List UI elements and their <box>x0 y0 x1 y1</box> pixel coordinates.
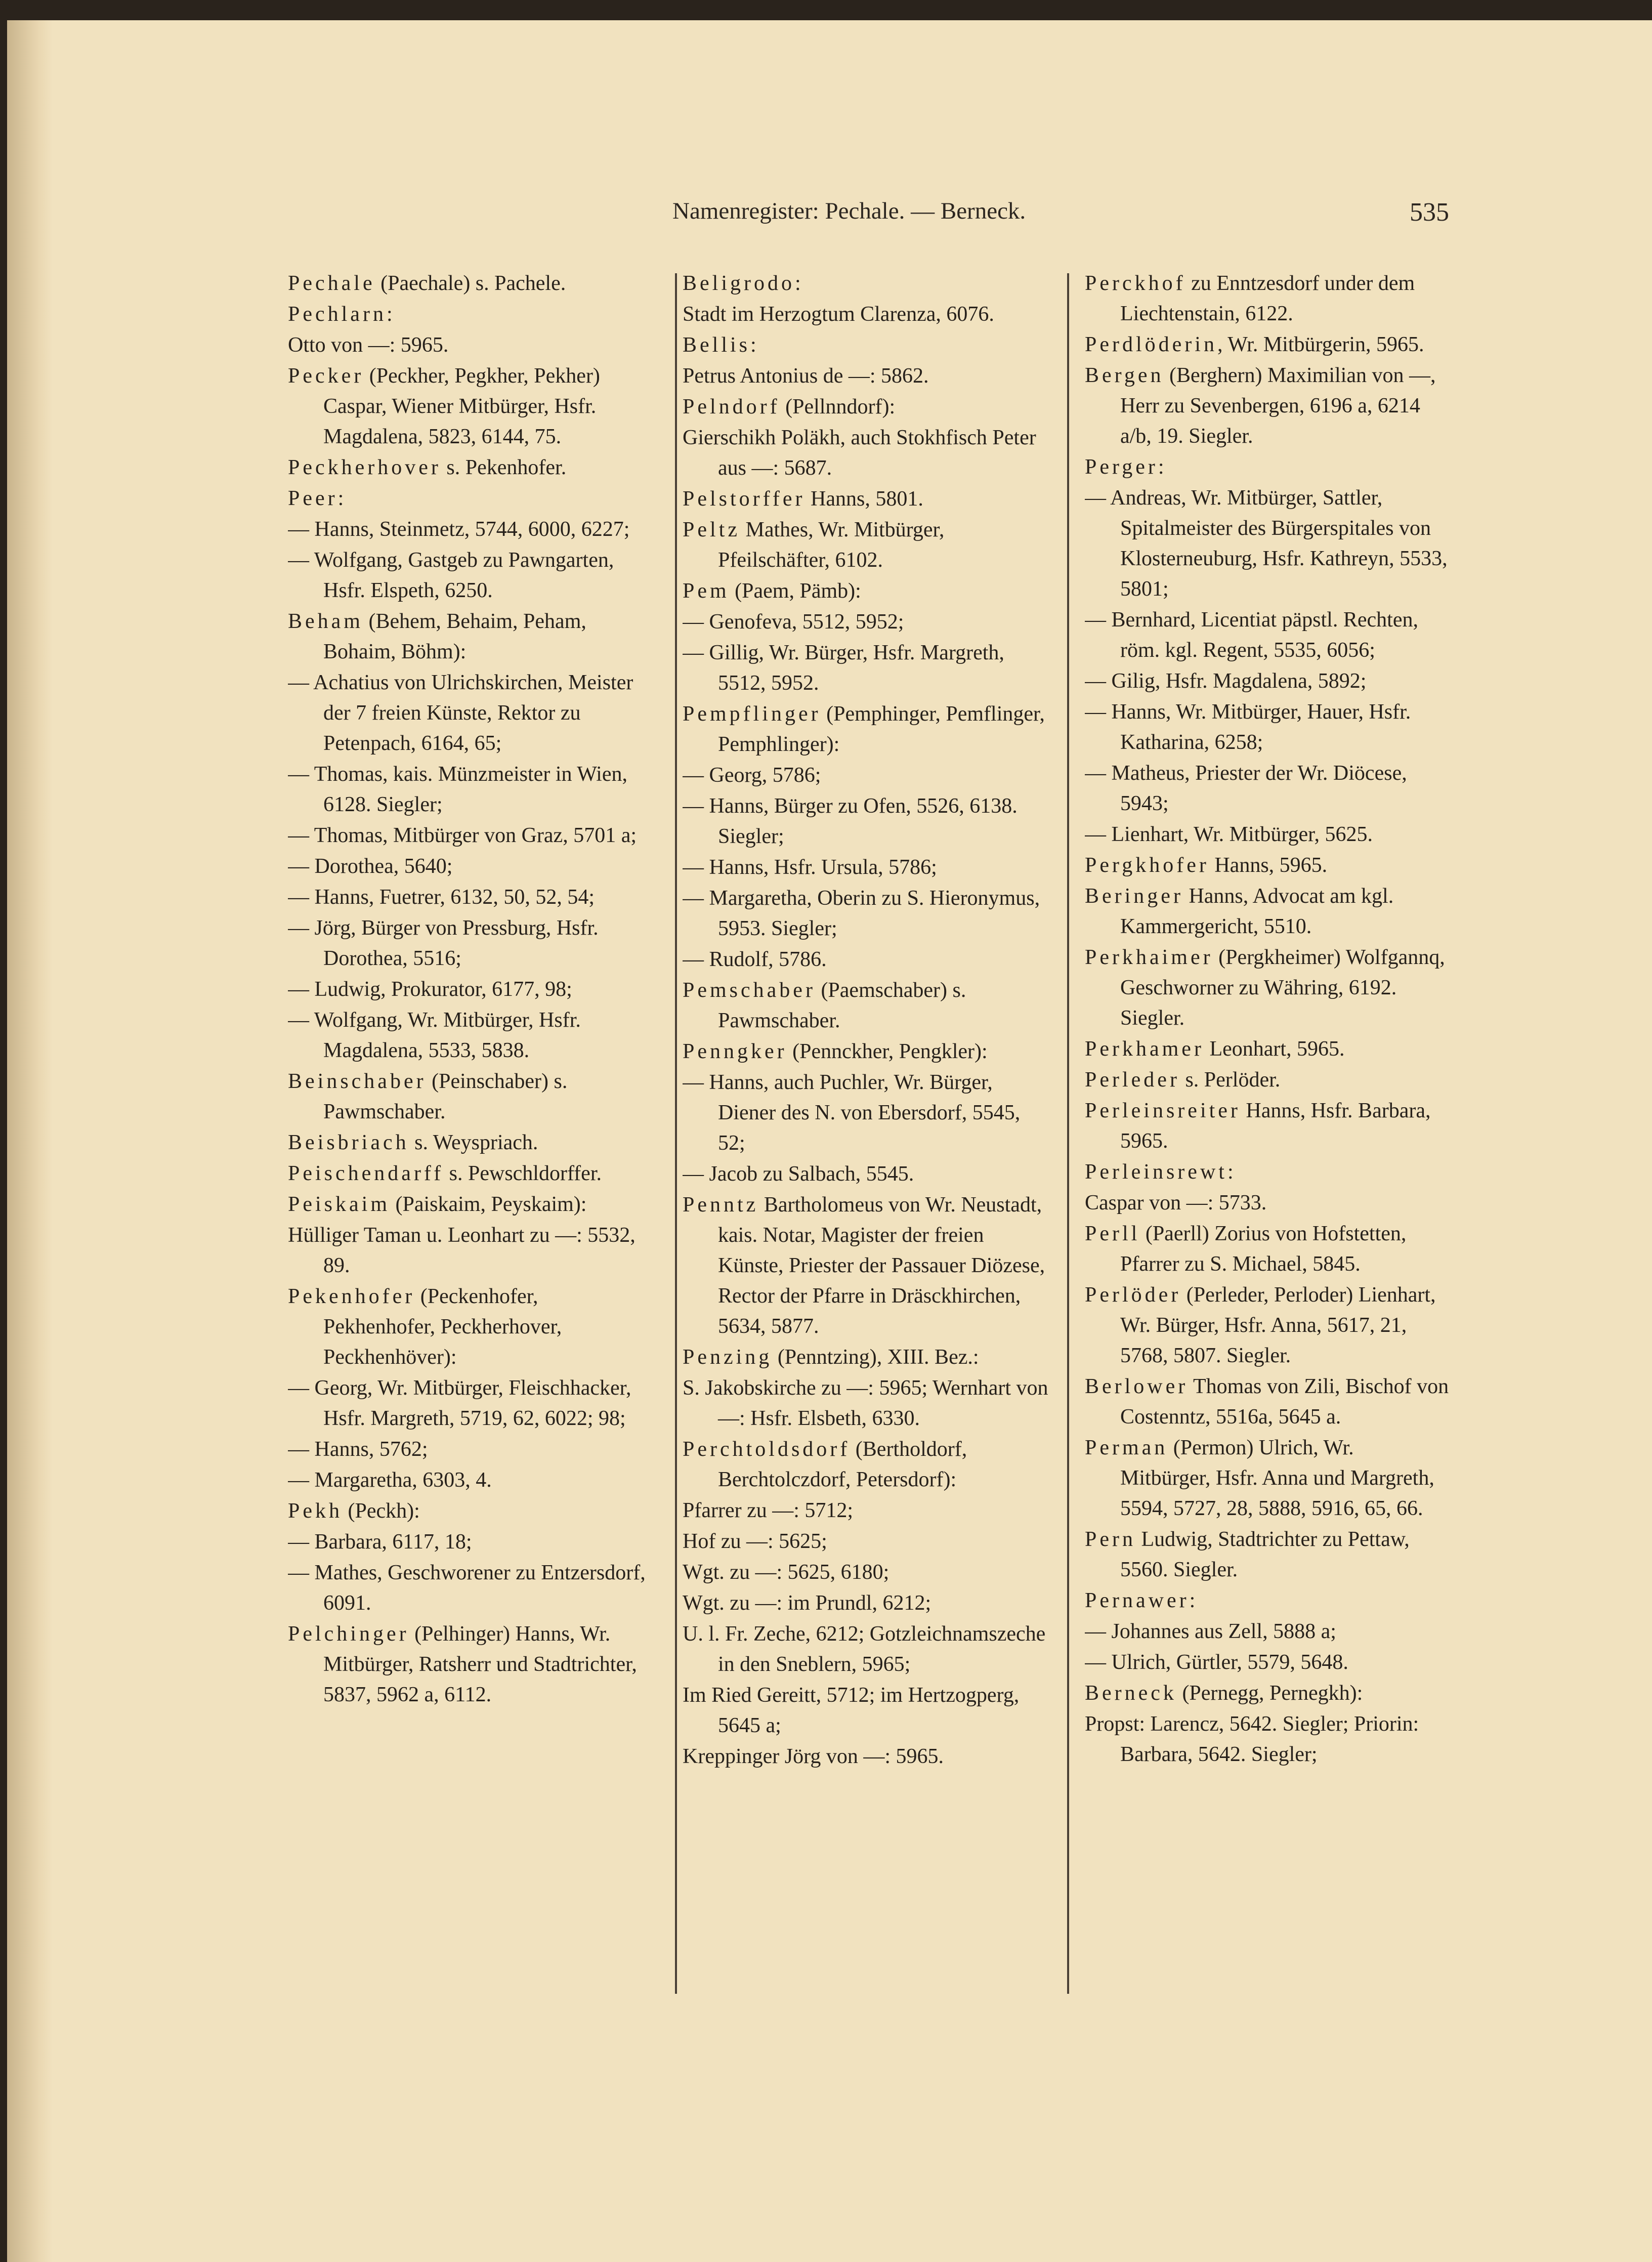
index-entry <box>683 392 1049 422</box>
index-subentry <box>683 1067 1049 1158</box>
entry-text: Petrus Antonius de —: 5862. <box>683 364 929 388</box>
index-entry <box>288 606 652 667</box>
index-entry <box>288 483 652 514</box>
entry-text: Hanns, Hsfr. Barbara, 5965. <box>1120 1099 1431 1153</box>
entry-text: Hanns, 5801. <box>805 487 923 511</box>
entry-text: (Behem, Behaim, Peham, Bohaim, Böhm): <box>323 610 586 663</box>
entry-headword: Perkhamer <box>1085 1037 1204 1061</box>
index-entry <box>683 1036 1049 1067</box>
entry-headword: Beham <box>288 610 363 633</box>
index-column-3 <box>1085 268 1449 2014</box>
index-subentry <box>288 1005 652 1066</box>
entry-text: Stadt im Herzogtum Clarenza, 6076. <box>683 303 994 326</box>
entry-text: — Genofeva, 5512, 5952; <box>683 610 904 634</box>
index-subentry <box>1085 666 1449 696</box>
entry-text: — Wolfgang, Wr. Mitbürger, Hsfr. Magdalena, 5533, 5838. <box>288 1009 581 1062</box>
entry-text: — Ludwig, Prokurator, 6177, 98; <box>288 978 572 1001</box>
entry-text: (Berghern) Maximilian von —, Herr zu Sevenbergen, 6196 a, 6214 a/b, 19. Siegler. <box>1120 364 1436 448</box>
entry-text: — Hanns, auch Puchler, Wr. Bürger, Diener des N. von Ebersdorf, 5545, 52; <box>683 1071 1021 1155</box>
running-head: Namenregister: Pechale. — Berneck. <box>672 198 1026 224</box>
index-subentry <box>288 1465 652 1495</box>
index-entry <box>1085 1524 1449 1585</box>
index-entry <box>683 515 1049 575</box>
entry-headword: Berneck <box>1085 1682 1177 1705</box>
entry-text: — Hanns, Wr. Mitbürger, Hauer, Hsfr. Katharina, 6258; <box>1085 700 1411 754</box>
entry-text: Ludwig, Stadtrichter zu Pettaw, 5560. Siegler. <box>1120 1528 1410 1581</box>
entry-text: (Permon) Ulrich, Wr. Mitbürger, Hsfr. Anna und Margreth, 5594, 5727, 28, 5888, 5916, 65, 66. <box>1120 1436 1434 1520</box>
index-subentry <box>683 1557 1049 1587</box>
index-entry <box>1085 881 1449 942</box>
column-divider-2 <box>1067 273 1069 1994</box>
index-entry <box>683 1434 1049 1495</box>
entry-headword: Perdlöderin <box>1085 333 1217 356</box>
index-entry <box>683 1342 1049 1372</box>
entry-text: — Georg, Wr. Mitbürger, Fleischhacker, Hsfr. Margreth, 5719, 62, 6022; 98; <box>288 1376 631 1430</box>
index-entry <box>1085 1433 1449 1524</box>
index-subentry <box>1085 1188 1449 1218</box>
index-subentry <box>288 667 652 759</box>
entry-headword: Bellis <box>683 333 751 357</box>
index-subentry <box>288 759 652 820</box>
index-column-1 <box>288 268 652 2014</box>
entry-text: — Margaretha, Oberin zu S. Hieronymus, 5953. Siegler; <box>683 887 1040 940</box>
entry-text: : <box>1158 455 1164 479</box>
index-entry <box>683 330 1049 360</box>
index-subentry <box>288 1373 652 1434</box>
entry-text: Propst: Larencz, 5642. Siegler; Priorin: Barbara, 5642. Siegler; <box>1085 1712 1419 1766</box>
entry-text: Wgt. zu —: im Prundl, 6212; <box>683 1591 931 1615</box>
entry-text: s. Weyspriach. <box>409 1131 538 1154</box>
entry-headword: Perckhof <box>1085 272 1186 295</box>
index-subentry <box>288 882 652 912</box>
entry-text: — Gillig, Wr. Bürger, Hsfr. Margreth, 5512, 5952. <box>683 641 1004 695</box>
entry-text: (Bertholdorf, Berchtolczdorf, Petersdorf): <box>718 1438 967 1491</box>
index-subentry <box>1085 819 1449 850</box>
index-subentry <box>288 974 652 1004</box>
entry-text: s. Perlöder. <box>1179 1068 1281 1092</box>
entry-text: (Peckh): <box>343 1499 420 1523</box>
index-entry <box>1085 268 1449 329</box>
page-header <box>672 182 1449 243</box>
entry-text: Wgt. zu —: 5625, 6180; <box>683 1561 889 1584</box>
entry-text: Hof zu —: 5625; <box>683 1530 827 1553</box>
entry-text: (Peckenhofer, Pekhenhofer, Peckherhover, Peckhenhöver): <box>323 1285 562 1369</box>
entry-text: Gierschikh Poläkh, auch Stokhfisch Peter aus —: 5687. <box>683 426 1036 480</box>
index-entry <box>1085 1219 1449 1279</box>
entry-text: : <box>794 272 801 295</box>
entry-headword: Pern <box>1085 1528 1136 1551</box>
entry-text: (Pelhinger) Hanns, Wr. Mitbürger, Ratsherr und Stadtrichter, 5837, 5962 a, 6112. <box>323 1622 637 1706</box>
index-subentry <box>288 1220 652 1281</box>
index-entry <box>288 1496 652 1526</box>
entry-headword: Peiskaim <box>288 1193 390 1216</box>
entry-text: — Bernhard, Licentiat päpstl. Rechten, röm. kgl. Regent, 5535, 6056; <box>1085 608 1418 662</box>
entry-text: Mathes, Wr. Mitbürger, Pfeilschäfter, 6102. <box>718 518 945 572</box>
entry-headword: Penntz <box>683 1193 759 1217</box>
entry-text: Otto von —: 5965. <box>288 333 449 357</box>
entry-text: — Georg, 5786; <box>683 764 821 787</box>
page-gutter <box>7 20 53 2262</box>
entry-text: S. Jakobskirche zu —: 5965; Wernhart von —: Hsfr. Elsbeth, 6330. <box>683 1376 1048 1430</box>
entry-text: (Pernegg, Pernegkh): <box>1176 1682 1363 1705</box>
entry-headword: Pechlarn <box>288 303 387 326</box>
entry-text: — Thomas, kais. Münzmeister in Wien, 6128. Siegler; <box>288 763 627 816</box>
entry-headword: Peckherhover <box>288 456 441 479</box>
entry-headword: Penngker <box>683 1040 787 1063</box>
index-entry <box>1085 1034 1449 1064</box>
entry-text: — Hanns, 5762; <box>288 1438 428 1461</box>
entry-headword: Pelstorffer <box>683 487 806 511</box>
index-subentry <box>683 1741 1049 1772</box>
index-entry <box>1085 1678 1449 1708</box>
entry-text: (Peckher, Pegkher, Pekher) Caspar, Wiener Mitbürger, Hsfr. Magdalena, 5823, 6144, 75. <box>323 364 600 448</box>
entry-text: — Jacob zu Salbach, 5545. <box>683 1162 914 1186</box>
entry-text: Hanns, Advocat am kgl. Kammergericht, 5510. <box>1120 885 1394 938</box>
index-subentry <box>683 1495 1049 1526</box>
index-entry <box>1085 360 1449 451</box>
entry-text: s. Pekenhofer. <box>441 456 567 479</box>
index-entry <box>288 299 652 329</box>
index-subentry <box>683 299 1049 329</box>
entry-text: Hanns, 5965. <box>1209 854 1328 877</box>
entry-text: (Peinschaber) s. Pawmschaber. <box>323 1070 568 1123</box>
index-entry <box>1085 1065 1449 1095</box>
index-entry <box>683 268 1049 299</box>
entry-headword: Beinschaber <box>288 1070 427 1093</box>
entry-text: Bartholomeus von Wr. Neustadt, kais. Notar, Magister der freien Künste, Priester der Passauer Diözese, Rector der Pfarre in Dräsckhirchen, 5634, 5877. <box>718 1193 1045 1338</box>
entry-text: (Penntzing), XIII. Bez.: <box>772 1346 979 1369</box>
entry-text: Thomas von Zili, Bischof von Costenntz, 5516a, 5645 a. <box>1120 1375 1449 1429</box>
entry-headword: Beringer <box>1085 885 1183 908</box>
index-subentry <box>288 913 652 974</box>
index-entry <box>1085 1371 1449 1432</box>
entry-text: Leonhart, 5965. <box>1204 1037 1345 1061</box>
index-subentry <box>683 607 1049 637</box>
index-subentry <box>683 1619 1049 1680</box>
entry-headword: Perll <box>1085 1222 1140 1245</box>
index-subentry <box>288 545 652 606</box>
index-subentry <box>1085 1616 1449 1647</box>
entry-text: — Gilig, Hsfr. Magdalena, 5892; <box>1085 669 1367 693</box>
entry-text: Hülliger Taman u. Leonhart zu —: 5532, 89. <box>288 1224 636 1277</box>
index-entry <box>288 1158 652 1189</box>
index-entry <box>683 975 1049 1036</box>
entry-headword: Pempflinger <box>683 702 821 726</box>
index-subentry <box>1085 697 1449 758</box>
index-entry <box>1085 1280 1449 1371</box>
index-entry <box>288 1281 652 1372</box>
index-entry <box>288 1619 652 1710</box>
entry-headword: Pemschaber <box>683 979 816 1002</box>
entry-text: Pfarrer zu —: 5712; <box>683 1499 854 1522</box>
entry-headword: Pelchinger <box>288 1622 409 1646</box>
index-entry <box>288 1127 652 1158</box>
entry-headword: Perchtoldsdorf <box>683 1438 851 1461</box>
index-subentry <box>683 883 1049 944</box>
entry-text: — Lienhart, Wr. Mitbürger, 5625. <box>1085 823 1373 846</box>
entry-text: s. Pewschldorffer. <box>444 1162 602 1185</box>
index-entry <box>1085 452 1449 482</box>
entry-text: , Wr. Mitbürgerin, 5965. <box>1217 333 1424 356</box>
index-subentry <box>288 820 652 851</box>
entry-headword: Pekh <box>288 1499 343 1523</box>
entry-text: Im Ried Gereitt, 5712; im Hertzogperg, 5645 a; <box>683 1684 1020 1737</box>
entry-text: Kreppinger Jörg von —: 5965. <box>683 1745 944 1768</box>
entry-text: — Thomas, Mitbürger von Graz, 5701 a; <box>288 824 637 847</box>
entry-text: : <box>337 487 344 510</box>
entry-text: zu Enntzesdorf under dem Liechtenstain, 6122. <box>1120 272 1415 325</box>
entry-headword: Pelndorf <box>683 395 780 418</box>
index-subentry <box>1085 758 1449 819</box>
index-entry <box>288 268 652 299</box>
entry-text: — Margaretha, 6303, 4. <box>288 1469 492 1492</box>
index-subentry <box>1085 1709 1449 1770</box>
entry-text: — Wolfgang, Gastgeb zu Pawngarten, Hsfr. Elspeth, 6250. <box>288 549 614 602</box>
index-subentry <box>683 1526 1049 1557</box>
entry-text: — Matheus, Priester der Wr. Diöcese, 5943; <box>1085 762 1407 815</box>
index-column-2 <box>683 268 1049 2014</box>
index-entry <box>683 1190 1049 1342</box>
column-divider-1 <box>675 273 677 1994</box>
entry-text: — Rudolf, 5786. <box>683 948 827 971</box>
entry-headword: Perlöder <box>1085 1283 1181 1307</box>
entry-text: — Barbara, 6117, 18; <box>288 1530 472 1554</box>
index-subentry <box>288 1558 652 1618</box>
entry-text: (Pemphinger, Pemflinger, Pemphlinger): <box>718 702 1045 756</box>
entry-headword: Perleinsrewt <box>1085 1160 1227 1184</box>
entry-text: (Paerll) Zorius von Hofstetten, Pfarrer zu S. Michael, 5845. <box>1120 1222 1407 1276</box>
entry-text: : <box>386 303 393 326</box>
page-number: 535 <box>1410 198 1449 227</box>
index-subentry <box>1085 1647 1449 1678</box>
entry-text: — Hanns, Bürger zu Ofen, 5526, 6138. Siegler; <box>683 794 1018 848</box>
index-entry <box>1085 1157 1449 1187</box>
entry-text: — Andreas, Wr. Mitbürger, Sattler, Spitalmeister des Bürgerspitales von Klosterneuburg, Hsfr. Kathreyn, 5533, 5801; <box>1085 486 1448 601</box>
index-subentry <box>288 330 652 360</box>
entry-text: — Jörg, Bürger von Pressburg, Hsfr. Dorothea, 5516; <box>288 916 599 970</box>
index-entry <box>683 484 1049 514</box>
index-entry <box>288 1189 652 1220</box>
entry-text: (Pellnndorf): <box>780 395 896 418</box>
index-subentry <box>683 423 1049 483</box>
index-subentry <box>288 1527 652 1557</box>
index-entry <box>683 576 1049 606</box>
index-subentry <box>683 760 1049 790</box>
entry-text: (Paechale) s. Pachele. <box>375 272 566 295</box>
entry-text: (Perleder, Perloder) Lienhart, Wr. Bürger, Hsfr. Anna, 5617, 21, 5768, 5807. Siegler. <box>1120 1283 1436 1367</box>
entry-headword: Berlower <box>1085 1375 1189 1398</box>
entry-headword: Perman <box>1085 1436 1168 1459</box>
index-entry <box>288 361 652 452</box>
entry-text: — Hanns, Hsfr. Ursula, 5786; <box>683 856 937 879</box>
entry-headword: Pechale <box>288 272 375 295</box>
entry-text: (Paiskaim, Peyskaim): <box>390 1193 587 1216</box>
index-subentry <box>683 944 1049 975</box>
entry-text: — Mathes, Geschworener zu Entzersdorf, 6091. <box>288 1561 646 1615</box>
index-subentry <box>683 1373 1049 1434</box>
book-page <box>7 20 1652 2262</box>
index-entry <box>683 699 1049 760</box>
entry-headword: Bergen <box>1085 364 1164 387</box>
index-subentry <box>683 791 1049 852</box>
index-entry <box>1085 850 1449 881</box>
index-subentry <box>683 1680 1049 1741</box>
entry-text: (Pergkheimer) Wolfgannq, Geschworner zu Währing, 6192. Siegler. <box>1120 946 1445 1030</box>
index-entry <box>1085 1096 1449 1156</box>
entry-headword: Perkhaimer <box>1085 946 1213 969</box>
entry-headword: Beisbriach <box>288 1131 409 1154</box>
entry-text: (Paem, Pämb): <box>729 579 861 603</box>
entry-text: — Hanns, Steinmetz, 5744, 6000, 6227; <box>288 518 630 541</box>
index-subentry <box>683 1588 1049 1618</box>
entry-headword: Pernawer <box>1085 1589 1190 1612</box>
entry-text: (Pennckher, Pengkler): <box>787 1040 988 1063</box>
index-entry <box>1085 329 1449 360</box>
entry-text: — Johannes aus Zell, 5888 a; <box>1085 1620 1336 1643</box>
index-entry <box>1085 1585 1449 1616</box>
index-entry <box>288 1066 652 1127</box>
entry-text: — Achatius von Ulrichskirchen, Meister der 7 freien Künste, Rektor zu Petenpach, 6164, 65; <box>288 671 633 755</box>
entry-headword: Peer <box>288 487 338 510</box>
entry-text: : <box>750 333 756 357</box>
index-subentry <box>1085 483 1449 604</box>
entry-text: — Hanns, Fuetrer, 6132, 50, 52, 54; <box>288 886 595 909</box>
index-subentry <box>288 851 652 882</box>
index-subentry <box>683 852 1049 883</box>
entry-headword: Pecker <box>288 364 364 388</box>
entry-headword: Peltz <box>683 518 740 541</box>
entry-text: Caspar von —: 5733. <box>1085 1191 1267 1214</box>
index-subentry <box>288 514 652 544</box>
index-entry <box>288 452 652 483</box>
index-entry <box>1085 942 1449 1033</box>
entry-headword: Pergkhofer <box>1085 854 1209 877</box>
entry-headword: Beligrodo <box>683 272 795 295</box>
entry-text: — Dorothea, 5640; <box>288 855 453 878</box>
index-subentry <box>1085 605 1449 665</box>
entry-text: U. l. Fr. Zeche, 6212; Gotzleichnamszeche in den Sneblern, 5965; <box>683 1622 1046 1676</box>
entry-text: : <box>1189 1589 1196 1612</box>
entry-headword: Perleinsreiter <box>1085 1099 1241 1122</box>
entry-headword: Perleder <box>1085 1068 1180 1092</box>
entry-text: — Ulrich, Gürtler, 5579, 5648. <box>1085 1651 1348 1674</box>
index-subentry <box>683 638 1049 698</box>
index-subentry <box>288 1434 652 1464</box>
entry-headword: Perger <box>1085 455 1158 479</box>
entry-headword: Peischendarff <box>288 1162 444 1185</box>
entry-text: : <box>1227 1160 1234 1184</box>
index-subentry <box>683 1159 1049 1189</box>
entry-text: (Paemschaber) s. Pawmschaber. <box>718 979 966 1032</box>
entry-headword: Penzing <box>683 1346 773 1369</box>
entry-headword: Pekenhofer <box>288 1285 415 1308</box>
entry-headword: Pem <box>683 579 730 603</box>
index-subentry <box>683 361 1049 391</box>
